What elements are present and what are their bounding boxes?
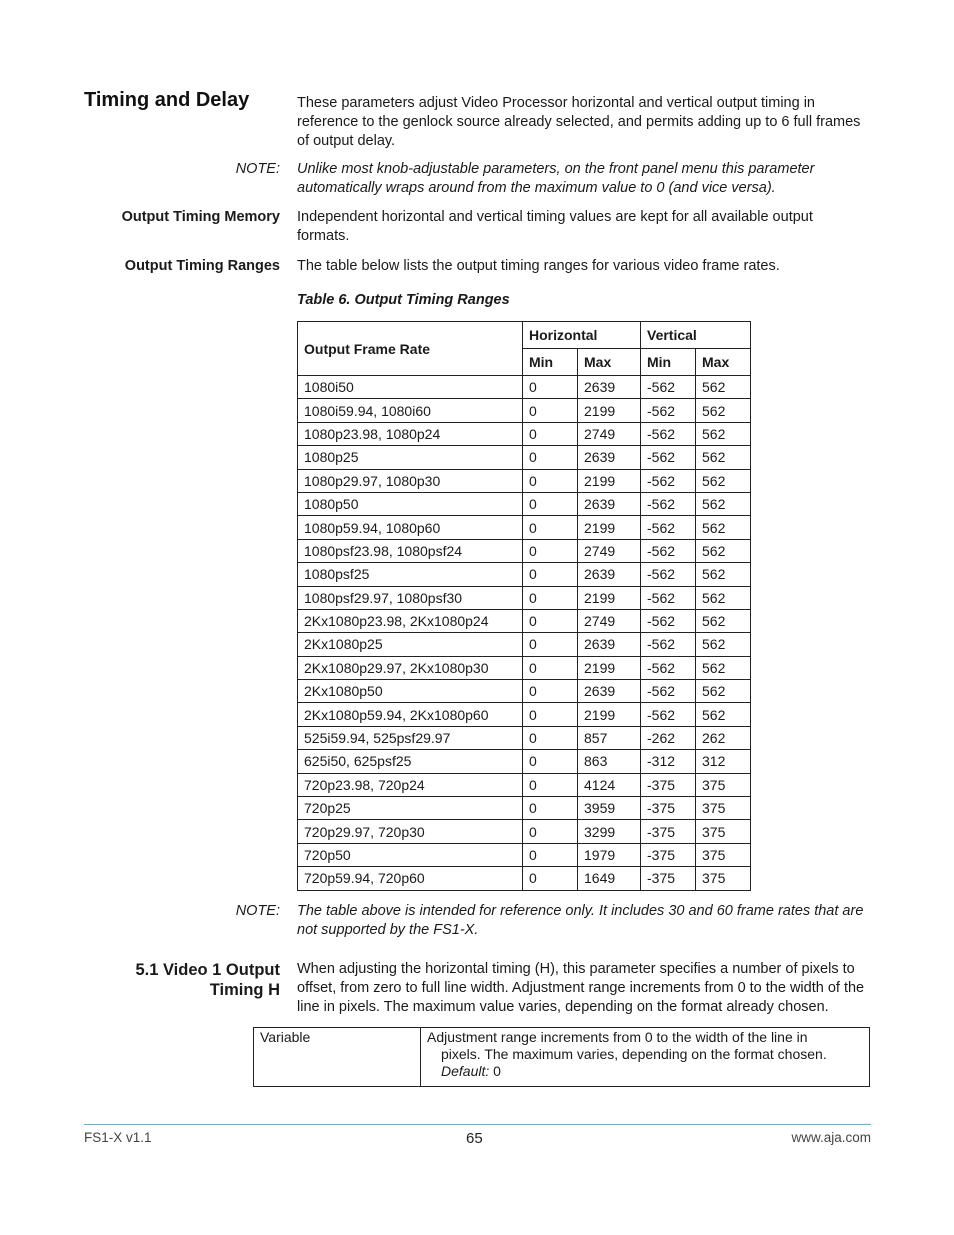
cell-v-max: 562: [696, 586, 751, 609]
table-row: [298, 586, 751, 609]
cell-h-min: 0: [523, 563, 578, 586]
cell-frame-rate: 2Kx1080p23.98, 2Kx1080p24: [298, 609, 523, 632]
header-v-max: Max: [696, 349, 751, 376]
cell-frame-rate: 1080p50: [298, 492, 523, 515]
cell-v-min: -375: [641, 797, 696, 820]
table-row: [298, 633, 751, 656]
table-row: [298, 563, 751, 586]
cell-frame-rate: 2Kx1080p50: [298, 680, 523, 703]
cell-frame-rate: 720p23.98, 720p24: [298, 773, 523, 796]
footer-divider: [84, 1124, 871, 1125]
cell-h-max: 2639: [578, 680, 641, 703]
cell-v-max: 562: [696, 563, 751, 586]
cell-v-max: 375: [696, 773, 751, 796]
subsection-heading-line2: Timing H: [209, 981, 280, 999]
table-row: [298, 843, 751, 866]
cell-frame-rate: 720p50: [298, 843, 523, 866]
cell-h-min: 0: [523, 750, 578, 773]
cell-frame-rate: 1080p25: [298, 446, 523, 469]
table-row: [298, 376, 751, 399]
cell-h-max: 3299: [578, 820, 641, 843]
default-label: Default:: [441, 1063, 490, 1079]
note-label: NOTE:: [235, 903, 280, 919]
cell-v-max: 562: [696, 539, 751, 562]
table-row: [298, 703, 751, 726]
cell-v-min: -375: [641, 820, 696, 843]
cell-frame-rate: 1080psf25: [298, 563, 523, 586]
param-default: [427, 1063, 863, 1080]
header-horizontal: Horizontal: [523, 322, 641, 349]
cell-v-max: 562: [696, 633, 751, 656]
cell-v-max: 262: [696, 726, 751, 749]
cell-h-max: 2639: [578, 563, 641, 586]
header-h-max: Max: [578, 349, 641, 376]
cell-h-min: 0: [523, 376, 578, 399]
cell-v-min: -375: [641, 773, 696, 796]
table-row: [298, 680, 751, 703]
table-row: [298, 516, 751, 539]
cell-h-max: 2199: [578, 656, 641, 679]
cell-h-max: 2749: [578, 422, 641, 445]
parameter-table: [253, 1027, 870, 1087]
table-row: [298, 446, 751, 469]
cell-v-min: -562: [641, 563, 696, 586]
note-label: NOTE:: [235, 161, 280, 177]
cell-v-max: 375: [696, 820, 751, 843]
cell-v-max: 312: [696, 750, 751, 773]
cell-frame-rate: 1080i50: [298, 376, 523, 399]
cell-v-min: -562: [641, 609, 696, 632]
cell-h-max: 2199: [578, 586, 641, 609]
cell-h-min: 0: [523, 867, 578, 890]
cell-v-max: 562: [696, 492, 751, 515]
cell-frame-rate: 525i59.94, 525psf29.97: [298, 726, 523, 749]
cell-frame-rate: 720p29.97, 720p30: [298, 820, 523, 843]
cell-v-max: 562: [696, 422, 751, 445]
cell-frame-rate: 1080psf29.97, 1080psf30: [298, 586, 523, 609]
cell-v-min: -562: [641, 422, 696, 445]
cell-h-min: 0: [523, 446, 578, 469]
cell-h-min: 0: [523, 633, 578, 656]
cell-h-max: 3959: [578, 797, 641, 820]
cell-h-max: 2199: [578, 516, 641, 539]
header-v-min: Min: [641, 349, 696, 376]
cell-v-max: 562: [696, 399, 751, 422]
cell-h-max: 2749: [578, 539, 641, 562]
footer-version: FS1-X v1.1: [84, 1130, 152, 1145]
video-timing-description: When adjusting the horizontal timing (H), this parameter specifies a number of pixels to offset, from zero to full line width. Adjustment range increments from 0 to the width of the line in pixels. The maximum value varies, depending on the format already chosen.: [297, 961, 865, 1015]
cell-h-max: 2639: [578, 446, 641, 469]
subsection-heading: [80, 960, 280, 1000]
cell-v-min: -562: [641, 399, 696, 422]
cell-h-min: 0: [523, 422, 578, 445]
table-row: [254, 1028, 870, 1087]
param-desc-line2: pixels. The maximum varies, depending on the format chosen.: [441, 1046, 827, 1062]
table-row: [298, 797, 751, 820]
table-row: [298, 867, 751, 890]
param-desc-line1: Adjustment range increments from 0 to the width of the line in: [427, 1029, 808, 1045]
param-key: Variable: [254, 1028, 421, 1087]
cell-v-max: 562: [696, 469, 751, 492]
cell-h-min: 0: [523, 703, 578, 726]
table-caption: Table 6. Output Timing Ranges: [297, 292, 510, 308]
table-row: [298, 399, 751, 422]
cell-frame-rate: 2Kx1080p25: [298, 633, 523, 656]
cell-h-min: 0: [523, 516, 578, 539]
table-row: [298, 773, 751, 796]
cell-v-min: -562: [641, 446, 696, 469]
cell-h-min: 0: [523, 656, 578, 679]
cell-v-min: -562: [641, 469, 696, 492]
table-row: [298, 820, 751, 843]
cell-h-min: 0: [523, 586, 578, 609]
cell-v-max: 375: [696, 797, 751, 820]
table-row: [298, 422, 751, 445]
note-text: The table above is intended for reference only. It includes 30 and 60 frame rates that are not supported by the FS1-X.: [297, 903, 864, 938]
intro-paragraph: These parameters adjust Video Processor horizontal and vertical output timing in reference to the genlock source already selected, and permits adding up to 6 full frames of output delay.: [297, 95, 861, 149]
cell-v-max: 562: [696, 703, 751, 726]
cell-v-max: 375: [696, 843, 751, 866]
cell-v-max: 562: [696, 376, 751, 399]
cell-v-min: -562: [641, 539, 696, 562]
cell-v-min: -562: [641, 680, 696, 703]
cell-h-min: 0: [523, 843, 578, 866]
cell-v-min: -562: [641, 492, 696, 515]
footer-website: www.aja.com: [791, 1130, 871, 1145]
cell-v-min: -562: [641, 703, 696, 726]
cell-h-max: 857: [578, 726, 641, 749]
default-value: 0: [493, 1063, 501, 1079]
cell-v-max: 562: [696, 609, 751, 632]
table-row: [298, 750, 751, 773]
cell-v-min: -562: [641, 376, 696, 399]
cell-h-min: 0: [523, 680, 578, 703]
cell-v-min: -562: [641, 656, 696, 679]
output-timing-memory-label: Output Timing Memory: [121, 209, 280, 225]
cell-frame-rate: 720p25: [298, 797, 523, 820]
cell-h-min: 0: [523, 797, 578, 820]
cell-h-min: 0: [523, 820, 578, 843]
cell-h-min: 0: [523, 726, 578, 749]
header-h-min: Min: [523, 349, 578, 376]
cell-h-max: 2199: [578, 469, 641, 492]
table-row: [298, 726, 751, 749]
page-number: 65: [466, 1130, 483, 1147]
table-body: [298, 376, 751, 891]
cell-h-max: 1979: [578, 843, 641, 866]
cell-h-max: 1649: [578, 867, 641, 890]
cell-v-min: -562: [641, 516, 696, 539]
cell-v-min: -262: [641, 726, 696, 749]
cell-h-max: 2749: [578, 609, 641, 632]
cell-h-min: 0: [523, 609, 578, 632]
cell-h-min: 0: [523, 773, 578, 796]
cell-h-max: 2639: [578, 376, 641, 399]
cell-v-min: -562: [641, 586, 696, 609]
table-row: [298, 469, 751, 492]
cell-v-min: -312: [641, 750, 696, 773]
cell-v-min: -375: [641, 867, 696, 890]
cell-frame-rate: 2Kx1080p29.97, 2Kx1080p30: [298, 656, 523, 679]
output-timing-memory-text: Independent horizontal and vertical timing values are kept for all available output formats.: [297, 209, 813, 244]
cell-h-max: 2639: [578, 492, 641, 515]
table-row: [298, 539, 751, 562]
table-row: [298, 656, 751, 679]
note-text: Unlike most knob-adjustable parameters, on the front panel menu this parameter automatically wraps around from the maximum value to 0 (and vice versa).: [297, 161, 815, 196]
cell-h-max: 2199: [578, 703, 641, 726]
cell-h-max: 863: [578, 750, 641, 773]
cell-frame-rate: 1080psf23.98, 1080psf24: [298, 539, 523, 562]
cell-frame-rate: 625i50, 625psf25: [298, 750, 523, 773]
output-timing-ranges-label: Output Timing Ranges: [124, 258, 280, 274]
output-timing-table: [297, 321, 751, 891]
cell-frame-rate: 720p59.94, 720p60: [298, 867, 523, 890]
cell-frame-rate: 1080p59.94, 1080p60: [298, 516, 523, 539]
cell-h-min: 0: [523, 399, 578, 422]
cell-v-min: -562: [641, 633, 696, 656]
cell-h-min: 0: [523, 539, 578, 562]
cell-frame-rate: 2Kx1080p59.94, 2Kx1080p60: [298, 703, 523, 726]
header-frame-rate: Output Frame Rate: [298, 322, 523, 376]
cell-v-max: 562: [696, 516, 751, 539]
subsection-heading-line1: 5.1 Video 1 Output: [135, 961, 280, 979]
cell-v-max: 562: [696, 680, 751, 703]
param-description: [421, 1028, 870, 1087]
section-title: Timing and Delay: [84, 89, 250, 111]
cell-v-max: 562: [696, 656, 751, 679]
table-row: [298, 609, 751, 632]
table-row: [298, 492, 751, 515]
cell-v-max: 562: [696, 446, 751, 469]
cell-h-min: 0: [523, 469, 578, 492]
cell-h-max: 2199: [578, 399, 641, 422]
cell-v-max: 375: [696, 867, 751, 890]
cell-h-max: 2639: [578, 633, 641, 656]
cell-frame-rate: 1080p23.98, 1080p24: [298, 422, 523, 445]
cell-h-min: 0: [523, 492, 578, 515]
cell-h-max: 4124: [578, 773, 641, 796]
cell-frame-rate: 1080i59.94, 1080i60: [298, 399, 523, 422]
header-vertical: Vertical: [641, 322, 751, 349]
cell-frame-rate: 1080p29.97, 1080p30: [298, 469, 523, 492]
cell-v-min: -375: [641, 843, 696, 866]
output-timing-ranges-text: The table below lists the output timing ranges for various video frame rates.: [297, 258, 780, 274]
